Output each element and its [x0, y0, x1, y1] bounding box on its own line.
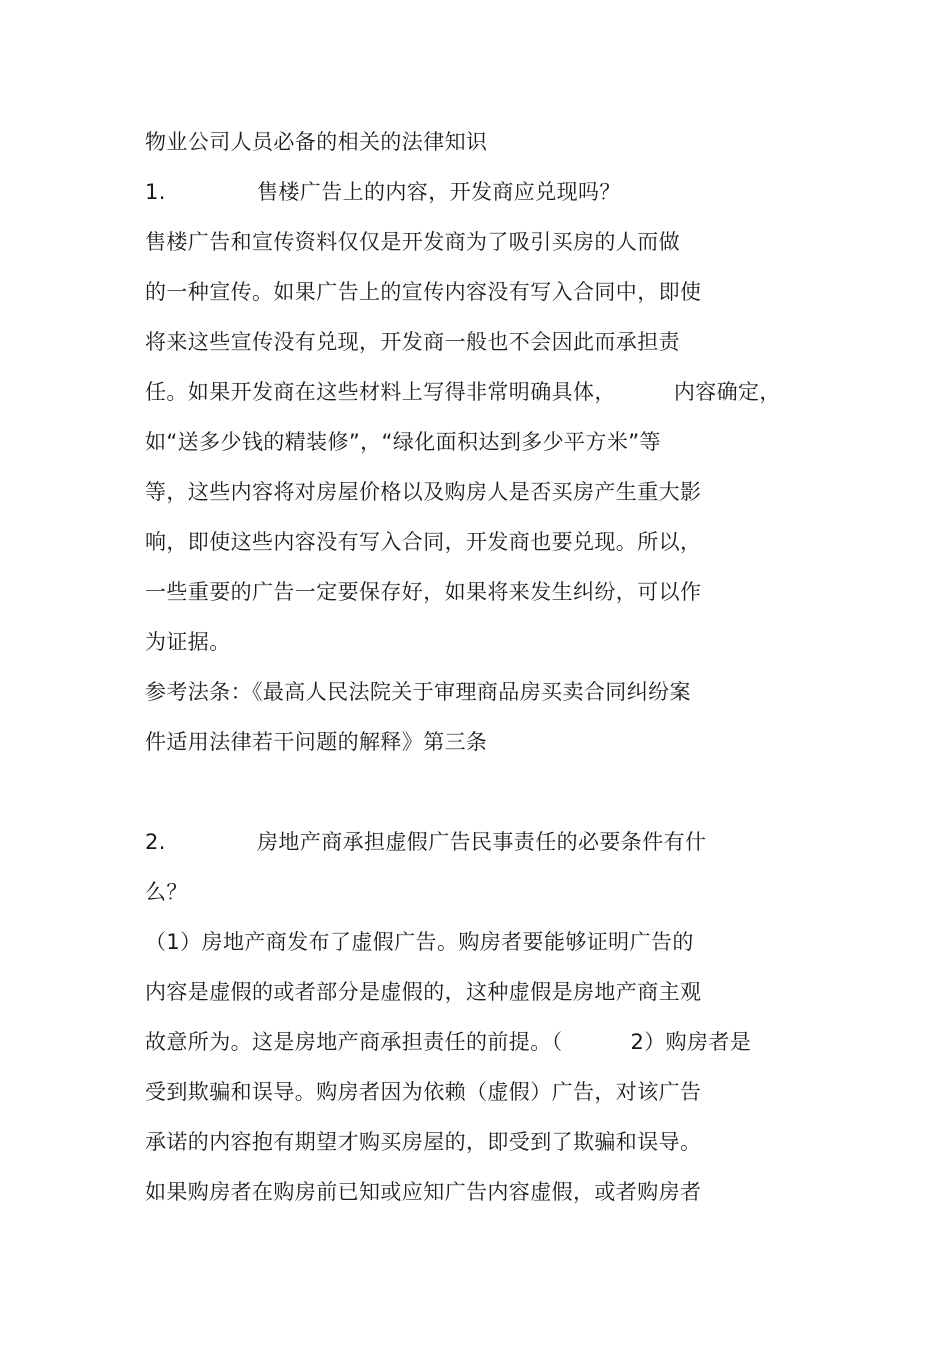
- section-1-line-6: 等，这些内容将对房屋价格以及购房人是否买房产生重大影: [145, 480, 702, 504]
- section-2-line-1: （1）房地产商发布了虚假广告。购房者要能够证明广告的: [145, 930, 694, 954]
- section-1-line-5: 如“送多少钱的精装修”，“绿化面积达到多少平方米”等: [145, 430, 661, 454]
- section-2-line-6: 如果购房者在购房前已知或应知广告内容虚假，或者购房者: [145, 1180, 702, 1204]
- section-1-line-4-part-1: 任。如果开发商在这些材料上写得非常明确具体，: [145, 380, 616, 404]
- document-title: 物业公司人员必备的相关的法律知识: [145, 130, 488, 154]
- section-2-line-5: 承诺的内容抱有期望才购买房屋的，即受到了欺骗和误导。: [145, 1130, 702, 1154]
- section-2-line-2: 内容是虚假的或者部分是虚假的，这种虚假是房地产商主观: [145, 980, 702, 1004]
- section-2-number: 2.: [145, 830, 166, 854]
- section-2-line-3-part-2: 2）购房者是: [630, 1030, 752, 1054]
- section-2-question: 房地产商承担虚假广告民事责任的必要条件有什: [257, 830, 707, 854]
- section-1-reference-line-2: 件适用法律若干问题的解释》第三条: [145, 730, 488, 754]
- section-1-line-8: 一些重要的广告一定要保存好，如果将来发生纠纷，可以作: [145, 580, 702, 604]
- section-2-heading: [145, 828, 706, 856]
- section-2-heading-cont: 么？: [145, 880, 188, 904]
- section-1-reference-line-1: 参考法条：《最高人民法院关于审理商品房买卖合同纠纷案: [145, 680, 691, 704]
- section-1-line-2: 的一种宣传。如果广告上的宣传内容没有写入合同中，即使: [145, 280, 702, 304]
- section-1-number: 1.: [145, 180, 166, 204]
- section-2-line-4: 受到欺骗和误导。购房者因为依赖（虚假）广告，对该广告: [145, 1080, 702, 1104]
- section-2-line-3-part-1: 故意所为。这是房地产商承担责任的前提。（: [145, 1030, 563, 1054]
- section-1-line-1: 售楼广告和宣传资料仅仅是开发商为了吸引买房的人而做: [145, 230, 680, 254]
- section-1-question: 售楼广告上的内容，开发商应兑现吗？: [257, 180, 621, 204]
- section-2-line-3: [145, 1028, 751, 1056]
- section-1-heading: [145, 178, 621, 206]
- section-1-line-4: [145, 378, 781, 406]
- section-1-line-9: 为证据。: [145, 630, 231, 654]
- section-1-line-4-part-2: 内容确定，: [673, 380, 781, 404]
- section-1-line-7: 响，即使这些内容没有写入合同，开发商也要兑现。所以，: [145, 530, 702, 554]
- section-1-line-3: 将来这些宣传没有兑现，开发商一般也不会因此而承担责: [145, 330, 680, 354]
